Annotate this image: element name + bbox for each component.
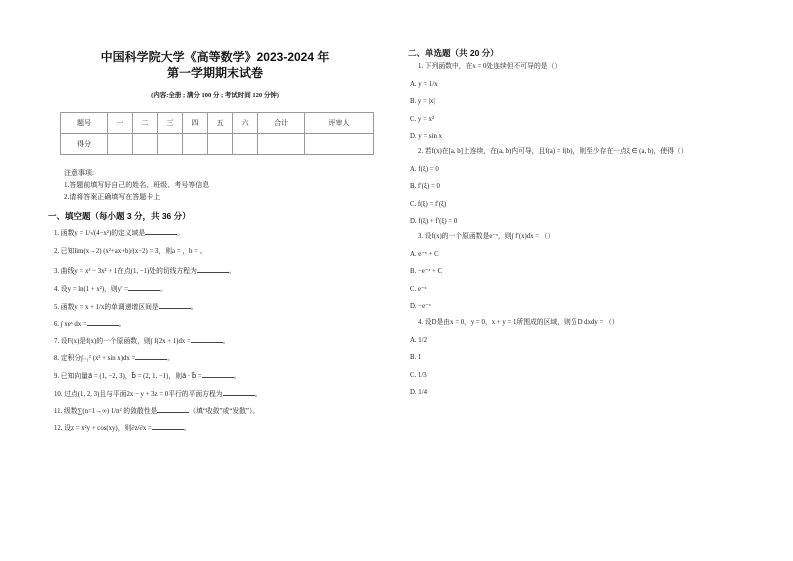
answer-blank[interactable]	[157, 406, 189, 413]
score-table-score-row	[61, 134, 374, 155]
notes-title: 注意事项:	[64, 169, 94, 177]
choice-option[interactable]: B. 1	[410, 354, 422, 362]
choice-option[interactable]: D. −e⁻ˣ	[410, 302, 431, 310]
answer-blank[interactable]	[87, 319, 119, 326]
score-row-label: 得分	[61, 134, 108, 155]
question-suffix: 。	[222, 338, 230, 345]
question-text: 7. 设F(x)是f(x)的一个原函数，则∫ f(2x + 1)dx =	[54, 338, 191, 345]
choice-option[interactable]: B. f′(ξ) = 0	[410, 183, 440, 191]
score-table-header-cell: 六	[233, 113, 258, 134]
fill-blank-question	[54, 247, 206, 256]
choice-option[interactable]: D. y = sin x	[410, 132, 442, 140]
question-text: 2. 已知lim(x→2) (x²+ax+b)/(x−2) = 3，则a = ，b = 。	[54, 248, 207, 255]
answer-blank[interactable]	[145, 228, 177, 235]
score-table	[60, 112, 374, 155]
question-text: 6. ∫ xeˣ dx =	[54, 321, 87, 328]
question-text: 10. 过点(1, 2, 3)且与平面2x − y + 3z = 0平行的平面方程为	[54, 391, 223, 398]
answer-blank[interactable]	[159, 302, 191, 309]
fill-blank-question	[54, 353, 174, 363]
score-cell	[107, 134, 132, 155]
score-table-header-cell: 二	[132, 113, 157, 134]
score-table-header-cell: 五	[208, 113, 233, 134]
question-text: 12. 设z = x²y + cos(xy)，则∂z/∂x =	[54, 425, 152, 432]
choice-option[interactable]: C. e⁻ˣ	[410, 285, 427, 293]
answer-blank[interactable]	[197, 266, 229, 273]
fill-blank-question	[54, 389, 261, 399]
score-cell	[158, 134, 183, 155]
answer-blank[interactable]	[191, 336, 223, 343]
choice-option[interactable]: A. y = 1/x	[410, 81, 438, 88]
choice-option[interactable]: B. y = |x|	[410, 98, 435, 106]
question-text: 8. 定积分∫₋₁¹ (x³ + sin x)dx =	[54, 355, 136, 362]
fill-blank-question	[54, 423, 191, 433]
score-table-header-cell: 合计	[258, 113, 305, 134]
answer-blank[interactable]	[202, 371, 234, 378]
score-table-header-cell: 三	[158, 113, 183, 134]
question-text: 5. 函数y = x + 1/x的单调递增区间是	[54, 304, 159, 311]
choice-question-stem: 1. 下列函数中，在x = 0处连续但不可导的是（）	[418, 63, 562, 70]
answer-blank[interactable]	[223, 389, 255, 396]
question-suffix: 。	[183, 425, 191, 432]
question-text: 3. 曲线y = x³ − 3x² + 1在点(1, −1)处的切线方程为	[54, 268, 197, 275]
choice-option[interactable]: C. 1/3	[410, 371, 427, 379]
question-suffix: 。	[233, 373, 241, 380]
exam-title: 中国科学院大学《高等数学》2023-2024 年	[100, 50, 330, 64]
question-suffix: 。	[167, 355, 175, 362]
fill-blank-question	[54, 228, 184, 238]
answer-blank[interactable]	[128, 284, 160, 291]
question-text: 1. 函数y = 1/√(4−x²)的定义域是	[54, 230, 146, 237]
question-suffix: 。	[254, 391, 262, 398]
choice-question-stem: 3. 设f(x)的一个原函数是e⁻ˣ，则∫ f′(x)dx = （）	[418, 233, 555, 240]
choice-question-stem: 4. 设D是由x = 0，y = 0，x + y = 1所围成的区域，则∬D dxdy = （）	[418, 319, 619, 326]
score-cell	[233, 134, 258, 155]
exam-info: (内容:全册 ; 满分 100 分 ; 考试时间 120 分钟)	[151, 92, 279, 99]
fill-blank-question	[54, 319, 126, 329]
choice-option[interactable]: B. −e⁻ˣ + C	[410, 268, 443, 276]
score-table-header-row	[61, 113, 374, 134]
fill-blank-question	[54, 371, 241, 381]
choice-option[interactable]: C. y = x²	[410, 115, 434, 123]
choice-option[interactable]: A. 1/2	[410, 337, 427, 344]
question-suffix: 。	[118, 321, 126, 328]
score-table-header-cell: 题号	[61, 113, 108, 134]
score-cell	[305, 134, 374, 155]
score-table-header-cell: 一	[107, 113, 132, 134]
note-item: 2.请将答案正确填写在答题卡上	[64, 193, 161, 201]
score-cell	[258, 134, 305, 155]
choice-option[interactable]: A. f(ξ) = 0	[410, 166, 439, 173]
fill-blank-question	[54, 284, 167, 294]
question-suffix: 。	[160, 286, 167, 293]
question-text: 4. 设y = ln(1 + x²)，则y′ =	[54, 286, 129, 293]
score-cell	[132, 134, 157, 155]
answer-blank[interactable]	[152, 423, 184, 430]
question-suffix: （填“收敛”或“发散”）。	[189, 408, 260, 415]
choice-option[interactable]: D. f(ξ) + f′(ξ) = 0	[410, 217, 458, 225]
question-suffix: 。	[228, 268, 236, 275]
fill-blank-question	[54, 266, 236, 276]
fill-blank-question	[54, 302, 198, 312]
choice-option[interactable]: C. f(ξ) = f′(ξ)	[410, 200, 447, 208]
section1-heading: 一、填空题（每小题 3 分，共 36 分）	[48, 211, 191, 221]
question-text: 11. 级数∑(n=1→∞) 1/n² 的敛散性是	[54, 408, 158, 415]
section2-heading: 二、单选题（共 20 分）	[408, 48, 499, 58]
exam-subtitle: 第一学期期末试卷	[166, 66, 263, 80]
choice-option[interactable]: A. e⁻ˣ + C	[410, 251, 439, 258]
score-table-header-cell: 评审人	[305, 113, 374, 134]
note-item: 1.答题前填写好自己的姓名、班级、考号等信息	[64, 181, 210, 189]
score-cell	[208, 134, 233, 155]
fill-blank-question	[54, 336, 230, 346]
question-suffix: 。	[177, 230, 185, 237]
answer-blank[interactable]	[135, 353, 167, 360]
choice-question-stem: 2. 若f(x)在[a, b]上连续，在(a, b)内可导，且f(a) = f(b)，则至少存在一点ξ ∈ (a, b)，使得（）	[418, 148, 688, 155]
score-cell	[183, 134, 208, 155]
score-table-header-cell: 四	[183, 113, 208, 134]
question-suffix: 。	[190, 304, 198, 311]
choice-option[interactable]: D. 1/4	[410, 388, 427, 396]
fill-blank-question	[54, 406, 259, 416]
question-text: 9. 已知向量a⃗ = (1, −2, 3)，b⃗ = (2, 1, −1)，则a⃗ · b⃗ =	[54, 373, 202, 380]
